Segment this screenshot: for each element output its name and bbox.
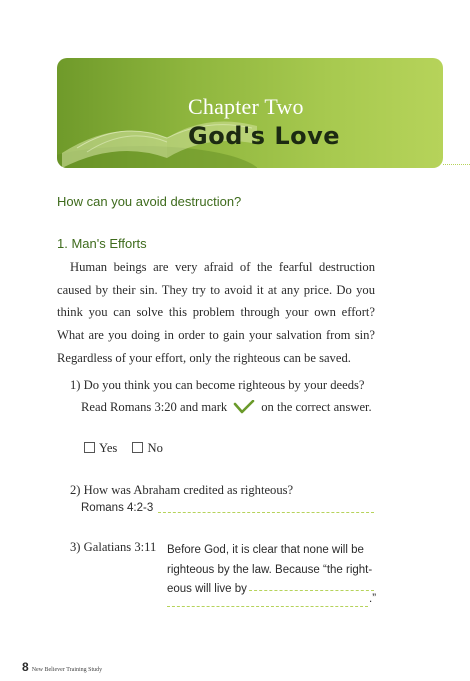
- instruction-text-end: on the correct answer.: [261, 400, 372, 414]
- option-yes-label: Yes: [99, 441, 118, 455]
- answer-line-q3-b[interactable]: [167, 606, 368, 607]
- chapter-label: Chapter Two: [188, 94, 304, 119]
- chapter-title: God's Love: [188, 122, 341, 150]
- instruction-text: Read Romans 3:20 and mark: [81, 400, 228, 414]
- checkmark-icon: [233, 400, 255, 414]
- question-2-reference: Romans 4:2-3: [81, 502, 154, 514]
- question-3-line-2: righteous by the law. Because “the right-: [167, 563, 373, 576]
- question-1-instruction: [81, 400, 372, 415]
- banner-dotted-rule: [443, 164, 470, 165]
- page-number: 8: [22, 660, 29, 674]
- question-3-line-1: Before God, it is clear that none will be: [167, 544, 364, 556]
- question-3-closing: .”: [369, 593, 377, 605]
- checkbox-no[interactable]: [132, 442, 143, 453]
- option-no-label: No: [147, 441, 163, 455]
- section-question: How can you avoid destruction?: [57, 194, 242, 209]
- question-3-line-3: eous will live by: [167, 583, 247, 595]
- page-footer: [22, 660, 102, 674]
- checkbox-yes[interactable]: [84, 442, 95, 453]
- option-no[interactable]: [132, 441, 162, 455]
- option-yes[interactable]: [84, 441, 117, 455]
- answer-line-q3-a[interactable]: [249, 590, 374, 591]
- question-2: 2) How was Abraham credited as righteous?: [70, 483, 294, 497]
- body-paragraph: Human beings are very afraid of the fearful destruction caused by their sin. They try to avoid it at any price. Do you think you can solve this problem through your own effort? What are you doing in order to gain your salvation from sin? Regardless of your effort, only the righteous can be saved.: [57, 260, 375, 365]
- question-3-label: 3) Galatians 3:11: [70, 540, 157, 554]
- section-heading: 1. Man's Efforts: [57, 236, 147, 251]
- footer-title: New Believer Training Study: [31, 667, 103, 673]
- answer-options: [84, 441, 175, 456]
- question-1: 1) Do you think you can become righteous by your deeds?: [70, 378, 365, 392]
- answer-line-q2[interactable]: [158, 512, 374, 513]
